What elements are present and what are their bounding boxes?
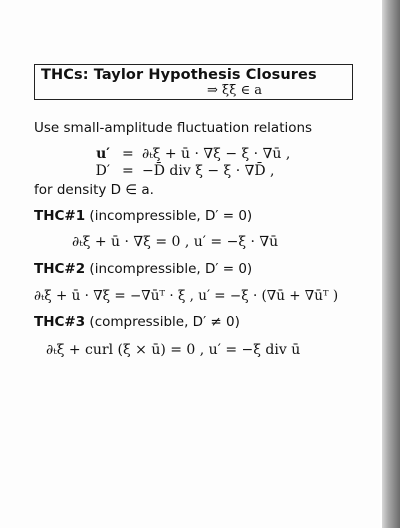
intro-text: Use small-amplitude fluctuation relations	[34, 120, 313, 136]
closure-2-equation: ∂ₜξ + ū · ∇ξ = −∇ūᵀ · ξ , u′ = −ξ · (∇ū + ∇ūᵀ )	[34, 288, 339, 304]
relation-2-eq: =	[122, 163, 134, 179]
scan-edge-shadow	[382, 0, 400, 528]
closure-1-header	[34, 208, 252, 224]
relation-1-eq: =	[122, 146, 134, 162]
closure-3-equation: ∂ₜξ + curl (ξ × ū) = 0 , u′ = −ξ div ū	[46, 342, 301, 358]
closure-2-desc: (incompressible, D′ = 0)	[89, 261, 253, 277]
relation-1-lhs: u′	[96, 146, 110, 162]
closure-2-label: THC#2	[34, 261, 86, 277]
closure-3-label: THC#3	[34, 314, 86, 330]
density-note: for density D ∈ a.	[34, 182, 154, 198]
relation-2-lhs: D′	[95, 163, 110, 179]
closure-3-header	[34, 314, 240, 330]
closure-1-label: THC#1	[34, 208, 86, 224]
relation-1-rhs: ∂ₜξ + ū · ∇ξ − ξ · ∇ū ,	[142, 146, 291, 162]
slide-title: THCs: Taylor Hypothesis Closures	[41, 67, 317, 83]
relation-2-rhs: −D̄ div ξ − ξ · ∇D̄ ,	[142, 163, 275, 179]
closure-2-header	[34, 261, 252, 277]
title-box	[34, 64, 353, 100]
title-subline: ⇒ ξ̄ξ̄ ∈ a	[207, 83, 262, 98]
closure-1-desc: (incompressible, D′ = 0)	[89, 208, 253, 224]
closure-1-equation: ∂ₜξ + ū · ∇ξ = 0 , u′ = −ξ · ∇ū	[72, 234, 279, 250]
closure-3-desc: (compressible, D′ ≠ 0)	[89, 314, 240, 330]
relation-row-2	[0, 163, 380, 183]
